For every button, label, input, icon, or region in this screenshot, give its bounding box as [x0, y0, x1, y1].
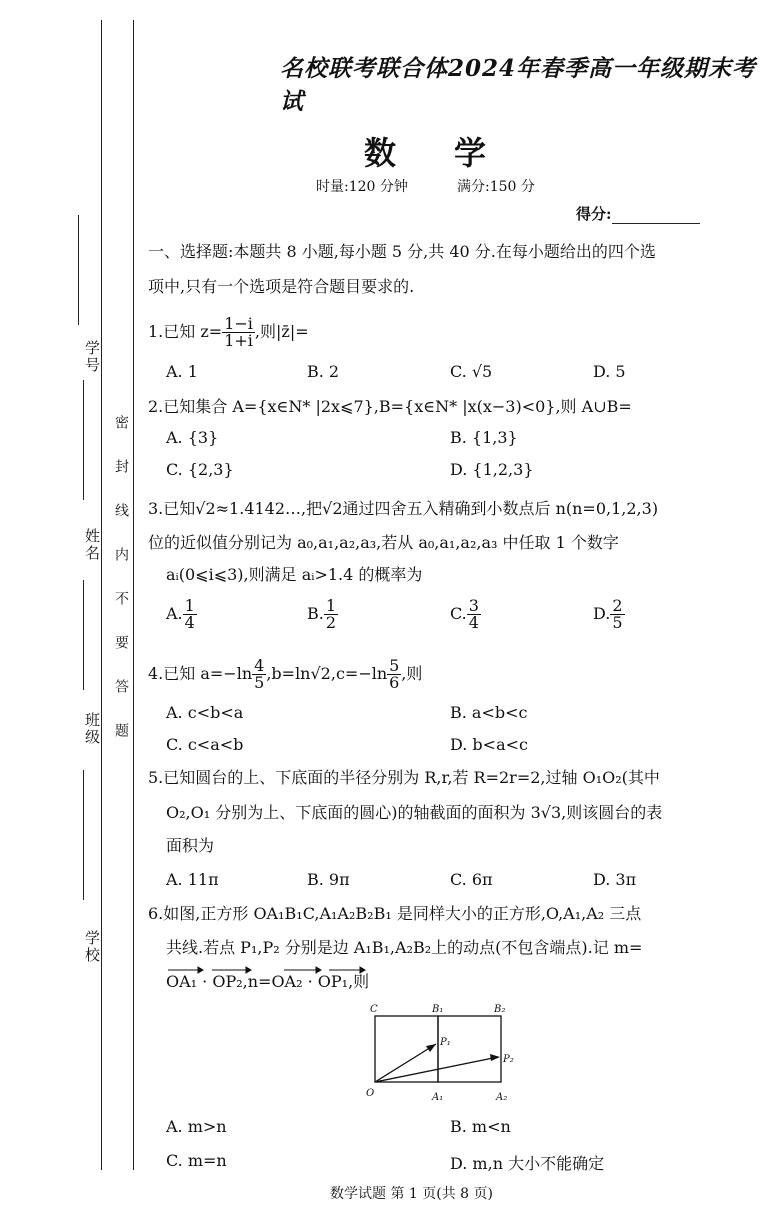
q3-option-b-label: B.	[307, 604, 324, 623]
score-blank[interactable]	[612, 208, 700, 224]
q4-option-a: A. c<b<a	[166, 703, 244, 722]
label-p1: P₁	[440, 1037, 451, 1048]
q1-stem-a: 1.已知 z=	[148, 322, 223, 341]
q3-a-den: 4	[184, 613, 195, 632]
q3-option-a-label: A.	[166, 604, 183, 623]
q6-option-b: B. m<n	[450, 1117, 511, 1136]
q4-f2-num: 5	[389, 656, 400, 675]
q4-option-b: B. a<b<c	[450, 703, 528, 722]
q5-option-b: B. 9π	[307, 870, 350, 889]
q5-line1: 5.已知圆台的上、下底面的半径分别为 R,r,若 R=2r=2,过轴 O₁O₂(其中	[148, 768, 660, 787]
q4-stem-c: ,则	[401, 664, 423, 683]
q3-a-num: 1	[184, 596, 195, 615]
square-a1a2b2b1	[438, 1016, 501, 1082]
q3-option-a-frac	[183, 598, 197, 631]
q3-line2: 位的近似值分别记为 a₀,a₁,a₂,a₃,若从 a₀,a₁,a₂,a₃ 中任取 1 个数字	[148, 533, 619, 552]
student-id-label: 学号	[83, 340, 101, 374]
q4-option-d: D. b<a<c	[450, 735, 528, 754]
q3-option-c	[450, 598, 481, 631]
q1-option-d: D. 5	[593, 362, 626, 381]
label-p2: P₂	[503, 1054, 514, 1065]
label-a1: A₁	[432, 1092, 444, 1103]
label-c: C	[370, 1004, 378, 1015]
q1-option-a: A. 1	[166, 362, 198, 381]
q4-f1-den: 5	[254, 673, 265, 692]
q5-line3: 面积为	[166, 836, 215, 855]
score-field[interactable]	[576, 203, 700, 224]
q3-option-a	[166, 598, 197, 631]
score-label: 得分:	[576, 205, 612, 223]
q3-option-c-frac	[467, 598, 481, 631]
q3-d-num: 2	[612, 596, 623, 615]
q5-option-a: A. 11π	[166, 870, 219, 889]
q5-option-d: D. 3π	[593, 870, 637, 889]
seal-warning-text: 密封线内不要答题	[113, 415, 129, 767]
q6-vector-arrows	[166, 962, 366, 976]
label-o: O	[366, 1088, 375, 1099]
q2-option-d: D. {1,2,3}	[450, 460, 534, 479]
name-label: 姓名	[83, 528, 101, 562]
arrow-oa2-head	[316, 967, 321, 973]
q2-option-c: C. {2,3}	[166, 460, 234, 479]
q5-option-c: C. 6π	[450, 870, 493, 889]
q6-option-a: A. m>n	[166, 1117, 227, 1136]
binding-line-inner	[133, 20, 134, 1170]
q2-option-b: B. {1,3}	[450, 428, 518, 447]
q3-option-c-label: C.	[450, 604, 467, 623]
label-b2: B₂	[494, 1004, 506, 1015]
q3-c-den: 4	[468, 613, 479, 632]
q4-frac-1	[252, 658, 266, 691]
q1-den: 1+i	[224, 331, 253, 350]
page-footer: 数学试题 第 1 页(共 8 页)	[330, 1186, 493, 1202]
full-score: 满分:150 分	[457, 179, 535, 195]
q2-stem: 2.已知集合 A={x∈N* |2x⩽7},B={x∈N* |x(x−3)<0},则 A∪B=	[148, 397, 632, 416]
q4-option-c: C. c<a<b	[166, 735, 244, 754]
q3-line3: aᵢ(0⩽i⩽3),则满足 aᵢ>1.4 的概率为	[166, 565, 423, 584]
q4-f2-den: 6	[389, 673, 400, 692]
q4-frac-2	[387, 658, 401, 691]
class-line	[83, 770, 84, 900]
q6-line3: OA₁ · OP₂,n=OA₂ · OP₁,则	[166, 972, 370, 991]
q1-fraction	[222, 316, 255, 349]
binding-line-outer	[101, 20, 102, 1170]
q3-b-num: 1	[325, 596, 337, 615]
q6-option-c: C. m=n	[166, 1151, 227, 1170]
q4-f1-num: 4	[254, 656, 265, 675]
arrow-op2-head	[246, 967, 251, 973]
q1-stem-b: ,则|z̄|=	[254, 322, 309, 341]
label-a2: A₂	[496, 1092, 508, 1103]
name-line	[83, 580, 84, 690]
arrow-oa1-head	[198, 967, 203, 973]
class-label: 班级	[83, 712, 101, 746]
q1-stem	[148, 316, 309, 349]
q6-line2: 共线.若点 P₁,P₂ 分别是边 A₁B₁,A₂B₂上的动点(不包含端点).记 m=	[166, 938, 643, 957]
q3-d-den: 5	[612, 613, 623, 632]
arrowhead-p1	[426, 1044, 436, 1052]
school-label: 学校	[83, 930, 101, 964]
q3-option-d	[593, 598, 625, 631]
q2-option-a: A. {3}	[166, 428, 219, 447]
arrowhead-p2	[490, 1054, 500, 1061]
q3-option-b	[307, 598, 338, 631]
q1-option-c: C. √5	[450, 362, 493, 381]
q3-b-den: 2	[325, 613, 337, 632]
section-heading-line1: 一、选择题:本题共 8 小题,每小题 5 分,共 40 分.在每小题给出的四个选	[148, 242, 656, 261]
label-b1: B₁	[432, 1004, 444, 1015]
vector-op2	[375, 1057, 498, 1082]
q5-line2: O₂,O₁ 分别为上、下底面的圆心)的轴截面的面积为 3√3,则该圆台的表	[166, 803, 663, 822]
time-limit: 时量:120 分钟	[316, 179, 408, 195]
q3-line1: 3.已知√2≈1.4142…,把√2通过四舍五入精确到小数点后 n(n=0,1,2,3)	[148, 499, 659, 518]
q3-option-d-frac	[610, 598, 624, 631]
exam-title: 名校联考联合体2024年春季高一年级期末考试	[280, 55, 757, 115]
q3-c-num: 3	[468, 596, 479, 615]
q3-option-b-frac	[324, 598, 338, 631]
q1-option-b: B. 2	[307, 362, 340, 381]
q4-stem-a: 4.已知 a=−ln	[148, 664, 253, 683]
section-heading-line2: 项中,只有一个选项是符合题目要求的.	[148, 277, 415, 296]
q6-option-d: D. m,n 大小不能确定	[450, 1154, 605, 1173]
student-id-field	[78, 215, 79, 329]
q6-figure	[360, 1000, 530, 1105]
arrow-op1-head	[360, 967, 365, 973]
q6-line1: 6.如图,正方形 OA₁B₁C,A₁A₂B₂B₁ 是同样大小的正方形,O,A₁,A₂ 三点	[148, 904, 642, 923]
student-id-line	[83, 380, 84, 500]
q4-stem-b: ,b=ln√2,c=−ln	[266, 664, 388, 683]
q4-stem	[148, 658, 422, 691]
q3-option-d-label: D.	[593, 604, 611, 623]
subject-title: 数学	[364, 134, 545, 172]
q1-num: 1−i	[224, 314, 253, 333]
